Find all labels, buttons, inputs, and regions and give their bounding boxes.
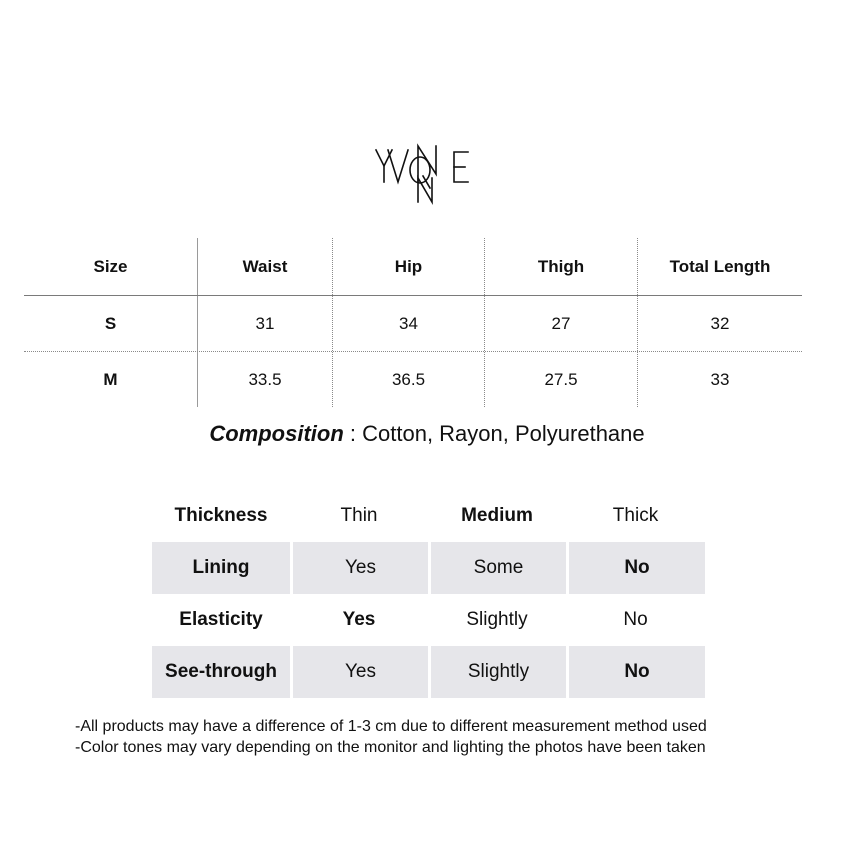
header-thigh: Thigh	[484, 238, 637, 295]
fabric-properties-table	[152, 490, 705, 698]
property-name: Lining	[152, 542, 290, 594]
thigh-value: 27.5	[484, 352, 637, 407]
property-option: Slightly	[428, 646, 566, 698]
table-row	[24, 352, 802, 407]
header-total-length: Total Length	[637, 238, 802, 295]
hip-value: 34	[332, 296, 484, 351]
waist-value: 33.5	[197, 352, 332, 407]
property-option: Yes	[290, 542, 428, 594]
table-row	[24, 296, 802, 352]
property-name: See-through	[152, 646, 290, 698]
header-waist: Waist	[197, 238, 332, 295]
property-option-selected: No	[566, 646, 705, 698]
thigh-value: 27	[484, 296, 637, 351]
property-row-lining	[152, 542, 705, 594]
property-row-elasticity	[152, 594, 705, 646]
hip-value: 36.5	[332, 352, 484, 407]
size-label: S	[104, 313, 117, 333]
note-color: -Color tones may vary depending on the monitor and lighting the photos have been taken	[75, 739, 706, 756]
brand-logo	[370, 136, 480, 208]
waist-value: 31	[197, 296, 332, 351]
total-length-value: 33	[637, 352, 802, 407]
size-label: M	[103, 369, 118, 389]
total-length-value: 32	[637, 296, 802, 351]
disclaimer-notes	[75, 716, 707, 758]
header-size: Size	[93, 256, 128, 276]
property-option-selected: Yes	[342, 609, 376, 630]
property-option: Thick	[612, 505, 659, 526]
property-option: Yes	[290, 646, 428, 698]
property-row-thickness	[152, 490, 705, 542]
note-measurement: -All products may have a difference of 1-3 cm due to different measurement method used	[75, 718, 707, 735]
property-name: Elasticity	[179, 609, 263, 630]
property-name: Thickness	[174, 505, 268, 526]
composition-line	[0, 421, 854, 447]
property-option: Some	[428, 542, 566, 594]
property-option: Thin	[340, 505, 378, 526]
size-chart-table	[24, 238, 802, 407]
header-hip: Hip	[332, 238, 484, 295]
property-option: No	[623, 609, 648, 630]
composition-label: Composition	[209, 421, 344, 446]
composition-value: Cotton, Rayon, Polyurethane	[362, 421, 645, 446]
property-option: Slightly	[466, 609, 528, 630]
composition-separator: :	[343, 421, 363, 446]
size-chart-header	[24, 238, 802, 296]
property-option-selected: No	[566, 542, 705, 594]
property-option-selected: Medium	[461, 505, 533, 526]
property-row-see-through	[152, 646, 705, 698]
